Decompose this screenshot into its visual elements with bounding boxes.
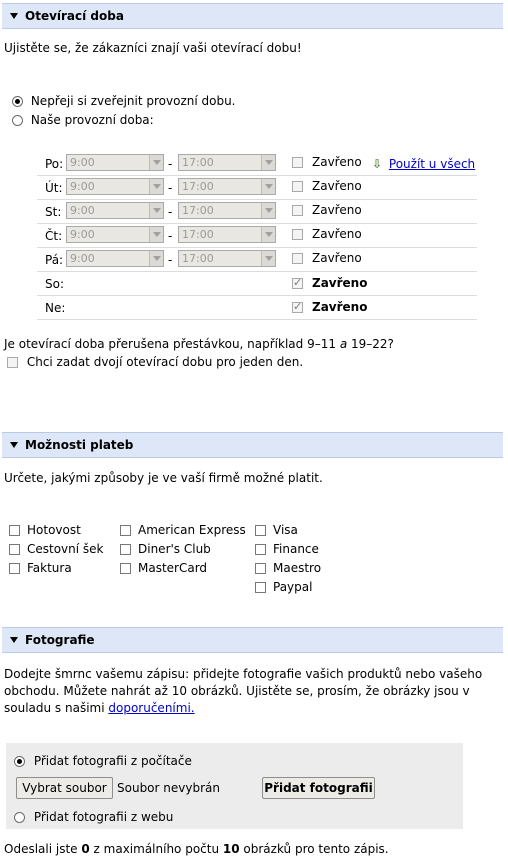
chevron-down-icon: [149, 179, 163, 194]
guidelines-link[interactable]: doporučeními.: [108, 701, 195, 715]
time-dash: -: [168, 157, 173, 171]
closed-option[interactable]: [292, 300, 367, 314]
closed-checkbox-checked[interactable]: [292, 302, 303, 313]
time-dash: -: [168, 205, 173, 219]
payments-title: Možnosti plateb: [25, 438, 134, 452]
opening-hours-title: Otevírací doba: [25, 9, 124, 23]
chevron-down-icon: [261, 179, 275, 194]
closed-option[interactable]: [292, 227, 362, 241]
closed-label: Zavřeno: [312, 227, 362, 241]
break-note: Je otevírací doba přerušena přestávkou, například 9–11 a 19–22?: [4, 337, 394, 351]
payment-label: Finance: [273, 542, 319, 556]
closed-option[interactable]: [292, 251, 362, 265]
split-hours-option[interactable]: [7, 355, 303, 369]
description-line: souladu s našimi doporučeními.: [4, 701, 195, 715]
closed-option[interactable]: [292, 203, 362, 217]
closed-checkbox[interactable]: [292, 205, 303, 216]
photos-header[interactable]: [2, 627, 503, 653]
hide-hours-label: Nepřeji si zveřejnit provozní dobu.: [30, 94, 236, 108]
payments-header[interactable]: [2, 432, 503, 458]
payment-label: Paypal: [273, 580, 313, 594]
payment-label: Cestovní šek: [27, 542, 104, 556]
chevron-down-icon: [149, 227, 163, 242]
split-hours-checkbox[interactable]: [7, 357, 18, 368]
payment-option[interactable]: [9, 523, 81, 537]
description-line: obchodu. Můžete nahrát až 10 obrázků. Ujistěte se, prosím, že obrázky jsou v: [4, 684, 470, 698]
payment-option[interactable]: [120, 542, 211, 556]
show-hours-label: Naše provozní doba:: [30, 113, 154, 127]
payment-option[interactable]: [255, 542, 319, 556]
time-dash: -: [168, 181, 173, 195]
from-time-select[interactable]: 9:00: [66, 250, 164, 267]
payment-checkbox[interactable]: [9, 525, 20, 536]
payment-label: Visa: [273, 523, 298, 537]
closed-label: Zavřeno: [312, 155, 362, 169]
payment-checkbox[interactable]: [9, 544, 20, 555]
apply-all[interactable]: [372, 157, 475, 171]
hide-hours-radio[interactable]: [12, 96, 23, 107]
payment-label: Hotovost: [27, 523, 81, 537]
payment-label: MasterCard: [138, 561, 208, 575]
time-dash: -: [168, 253, 173, 267]
photos-description: [4, 666, 482, 717]
description-line: Dodejte šmrnc vašemu zápisu: přidejte fotografie vašich produktů nebo vašeho: [4, 667, 483, 681]
from-time-select[interactable]: 9:00: [66, 154, 164, 171]
show-hours-option[interactable]: [12, 113, 154, 127]
opening-hours-intro: Ujistěte se, že zákazníci znají vaši otevírací dobu!: [4, 41, 302, 55]
upload-count-note: Odeslali jste 0 z maximálního počtu 10 obrázků pro tento zápis.: [4, 842, 389, 856]
payment-option[interactable]: [120, 523, 246, 537]
closed-label: Zavřeno: [312, 179, 362, 193]
no-file-status: Soubor nevybrán: [117, 781, 220, 795]
payment-option[interactable]: [255, 523, 298, 537]
collapse-triangle-icon[interactable]: [10, 442, 18, 448]
payment-option[interactable]: [9, 561, 72, 575]
payment-checkbox[interactable]: [255, 563, 266, 574]
upload-web-label: Přidat fotografii z webu: [33, 810, 174, 824]
from-time-select[interactable]: 9:00: [66, 226, 164, 243]
to-time-select[interactable]: 17:00: [178, 178, 276, 195]
closed-checkbox-checked[interactable]: [292, 278, 303, 289]
upload-computer-radio[interactable]: [14, 756, 25, 767]
closed-label: Zavřeno: [312, 300, 368, 314]
add-photo-button[interactable]: Přidat fotografii: [262, 777, 375, 799]
show-hours-radio[interactable]: [12, 115, 23, 126]
from-time-select[interactable]: 9:00: [66, 202, 164, 219]
upload-web-radio[interactable]: [14, 812, 25, 823]
payment-checkbox[interactable]: [255, 525, 266, 536]
closed-checkbox[interactable]: [292, 229, 303, 240]
closed-label: Zavřeno: [312, 203, 362, 217]
chevron-down-icon: [261, 155, 275, 170]
payment-checkbox[interactable]: [120, 563, 131, 574]
chevron-down-icon: [261, 203, 275, 218]
payment-label: Faktura: [27, 561, 72, 575]
day-label: Po:: [45, 157, 64, 171]
payment-checkbox[interactable]: [255, 544, 266, 555]
to-time-select[interactable]: 17:00: [178, 226, 276, 243]
choose-file-button[interactable]: Vybrat soubor: [16, 777, 113, 799]
closed-label: Zavřeno: [312, 276, 368, 290]
closed-checkbox[interactable]: [292, 157, 303, 168]
day-label: So:: [45, 277, 65, 291]
chevron-down-icon: [261, 251, 275, 266]
collapse-triangle-icon[interactable]: [10, 637, 18, 643]
collapse-triangle-icon[interactable]: [10, 13, 18, 19]
day-label: St:: [45, 205, 62, 219]
payment-option[interactable]: [120, 561, 207, 575]
payment-option[interactable]: [9, 542, 104, 556]
row-divider: [37, 175, 477, 176]
sent-count: 0: [81, 842, 90, 856]
row-divider: [37, 223, 477, 224]
closed-checkbox[interactable]: [292, 253, 303, 264]
payment-checkbox[interactable]: [255, 582, 266, 593]
photos-title: Fotografie: [25, 633, 95, 647]
day-label: Út:: [45, 181, 63, 195]
upload-from-web-option[interactable]: [14, 810, 173, 824]
payment-option[interactable]: [255, 580, 312, 594]
payment-checkbox[interactable]: [120, 525, 131, 536]
row-divider: [37, 199, 477, 200]
chevron-down-icon: [149, 203, 163, 218]
payment-checkbox[interactable]: [9, 563, 20, 574]
upload-computer-label: Přidat fotografii z počítače: [33, 754, 192, 768]
split-hours-label: Chci zadat dvojí otevírací dobu pro jeden den.: [26, 355, 304, 369]
payment-label: American Express: [138, 523, 246, 537]
max-count: 10: [222, 842, 240, 856]
closed-label: Zavřeno: [312, 251, 362, 265]
chevron-down-icon: [261, 227, 275, 242]
payment-option[interactable]: [255, 561, 321, 575]
chevron-down-icon: [149, 251, 163, 266]
day-label: Pá:: [45, 253, 64, 267]
row-divider: [37, 319, 477, 320]
row-divider: [37, 295, 477, 296]
day-label: Čt:: [45, 229, 63, 243]
payment-label: Diner's Club: [138, 542, 211, 556]
to-time-select[interactable]: 17:00: [178, 250, 276, 267]
row-divider: [37, 247, 477, 248]
payments-intro: Určete, jakými způsoby je ve vaší firmě možné platit.: [4, 471, 323, 485]
closed-checkbox[interactable]: [292, 181, 303, 192]
hide-hours-option[interactable]: [12, 94, 236, 108]
day-label: Ne:: [45, 301, 66, 315]
row-divider: [37, 271, 477, 272]
upload-from-computer-option[interactable]: [14, 754, 192, 768]
closed-option[interactable]: [292, 179, 362, 193]
from-time-select[interactable]: 9:00: [66, 178, 164, 195]
to-time-select[interactable]: 17:00: [178, 154, 276, 171]
opening-hours-header[interactable]: [2, 3, 503, 29]
time-dash: -: [168, 229, 173, 243]
apply-all-link[interactable]: Použít u všech: [388, 157, 476, 171]
payment-checkbox[interactable]: [120, 544, 131, 555]
closed-option[interactable]: [292, 155, 362, 169]
to-time-select[interactable]: 17:00: [178, 202, 276, 219]
down-arrow-icon: ⇩: [372, 157, 383, 171]
payment-label: Maestro: [273, 561, 322, 575]
chevron-down-icon: [149, 155, 163, 170]
closed-option[interactable]: [292, 276, 367, 290]
